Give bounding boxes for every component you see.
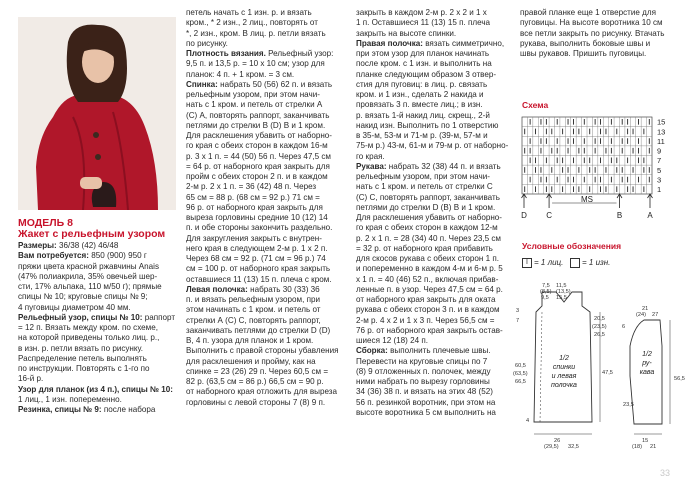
text-line: планок: 4 п. + 1 кром. = 3 см. <box>186 69 295 79</box>
model-photo <box>18 17 176 210</box>
text-line: 56 п. резинкой воротник, при этом на <box>356 397 496 407</box>
model-heading <box>18 218 165 240</box>
text-line <box>356 39 516 49</box>
scheme-row-label: 5 <box>657 165 662 175</box>
scheme-row-label: 3 <box>657 175 662 185</box>
sleeve-bottom-2: (18) <box>632 444 642 450</box>
text-line: п. и обе стороны закончить раздельно. <box>186 223 333 233</box>
scheme-arrow-label: A <box>647 211 653 220</box>
instructions-col-0 <box>18 241 176 415</box>
text-line: х 1 п. = 40 (46) 52 п., включая прибав- <box>356 274 499 284</box>
text-line: го края с обеих сторон в каждом 12-м <box>356 223 498 233</box>
sleeve-right-1: 56,5 <box>674 376 685 382</box>
text-line: правой планке еще 1 отверстие для <box>520 8 656 17</box>
back-right-3: 26,5 <box>594 332 605 338</box>
text-line <box>18 405 176 415</box>
text-line: 1 лиц., 1 изн. попеременно. <box>18 394 122 404</box>
sleeve-top-2: (24) <box>636 312 646 318</box>
text-line: после кром. с 1 изн. и выполнить на <box>356 59 492 69</box>
text-line: петель начать с 1 изн. р. и вязать <box>186 8 312 17</box>
back-left-2: (63,5) <box>513 371 528 377</box>
text-line-bold: Рукава: <box>356 161 387 171</box>
scheme-arrow-label: C <box>546 211 552 220</box>
text-line-rest: набрать 30 (33) 36 <box>247 284 320 294</box>
scheme-title: Схема <box>522 100 549 110</box>
text-line: при этом узор для планок начинать <box>356 49 490 58</box>
text-line: заканчивать петлями до стрелки D (D) <box>186 325 331 335</box>
text-line: рукава, выполнить боковые швы и <box>520 38 651 48</box>
text-line: от наборного края отложить для выреза <box>186 387 337 397</box>
text-line: ними набрать по вырезу горловины <box>356 377 490 386</box>
back-bottom-3: 32,5 <box>568 444 579 450</box>
text-line <box>18 313 176 323</box>
text-line: пройм с обеих сторон 2 п. и в каждом <box>186 172 328 181</box>
back-label-1: 1/2 <box>559 355 569 362</box>
text-line-rest: 36/38 (42) 46/48 <box>56 241 119 250</box>
legend-title: Условные обозначения <box>522 241 622 251</box>
text-line: петлями до стрелки D (В) В и 1 кром. <box>356 202 496 212</box>
text-line: го края с обеих сторон в каждом 16-м <box>186 141 328 151</box>
text-line: провязать 3 п. вместе лиц.; в изн. <box>356 100 483 110</box>
text-line <box>18 251 176 261</box>
text-line: 75-м р.) 43-м, 61-м и 79-м р. от наборно- <box>356 141 509 151</box>
knit-symbol: I <box>522 258 532 268</box>
text-line: в изн. р. петли вязать по рисунку. <box>18 343 144 353</box>
scheme-row-label: 13 <box>657 127 666 137</box>
text-line: 4 пуговицы диаметром 40 мм. <box>18 302 131 312</box>
text-line: 2-м р. 2 х 1 п. = 36 (42) 48 п. Через <box>186 182 317 192</box>
text-line-bold: Правая полочка: <box>356 38 423 48</box>
model-number: МОДЕЛЬ 8 <box>18 217 73 229</box>
text-line-bold: Вам потребуется: <box>18 251 89 261</box>
text-line: ленные п. в узор. Через 47,5 см = 64 р. <box>356 284 503 294</box>
sleeve-label-2: ру- <box>642 360 652 367</box>
text-line-bold: Левая полочка: <box>186 284 248 294</box>
text-line: (С) С, повторять раппорт, заканчивать <box>356 192 500 202</box>
text-line-bold: Рельефный узор, спицы № 10: <box>18 312 143 322</box>
text-line: 76 р. от наборного края закрыть остав- <box>356 325 503 335</box>
text-line: 1 п. Оставшиеся 11 (13) 15 п. плеча <box>356 18 491 28</box>
text-line-rest: Рельефный узор: <box>265 49 334 58</box>
text-line: 16-й р. <box>18 374 44 384</box>
text-line: выреза горловины средние 10 (12) 14 <box>186 213 328 222</box>
text-line: Для расклешения убавить от наборно- <box>356 213 502 222</box>
sleeve-bottom-1: 15 <box>642 438 649 444</box>
text-line: = 12 п. Вязать между кром. по схеме, <box>18 323 158 332</box>
text-line-rest: набрать 32 (38) 44 п. и вязать <box>386 161 501 171</box>
text-line-rest: вязать симметрично, <box>422 38 505 48</box>
text-line: оставшиеся 11 (13) 15 п. плеча с кром. <box>186 274 332 284</box>
text-line-rest: набрать 50 (56) 62 п. и вязать <box>217 79 333 89</box>
text-line: (С) А, повторять раппорт, заканчивать <box>186 110 330 120</box>
sleeve-label-1: 1/2 <box>642 351 652 358</box>
back-bottom-1: 26 <box>554 438 561 444</box>
text-line-bold: Спинка: <box>186 79 218 89</box>
text-line: для расклешения и пройму, как на <box>186 356 316 366</box>
back-left-1: 60,5 <box>515 363 526 369</box>
text-line: = 32 р. от наборного края прибавить <box>356 243 493 253</box>
back-top-dim-4: (13,5) <box>556 289 571 295</box>
text-line: р. 3 х 1 п. = 44 (50) 56 п. Через 47,5 см <box>186 151 331 161</box>
text-line: п. и вязать рельефным узором, при <box>186 295 321 304</box>
text-line-bold: Плотность вязания. <box>186 49 266 58</box>
scheme-row-label: 7 <box>657 156 662 166</box>
text-line: этом начинать с 1 кром. и петель от <box>186 305 321 315</box>
back-bottom-2: (29,5) <box>544 444 559 450</box>
knitting-scheme <box>520 115 690 230</box>
back-neck-1: 3 <box>516 308 520 314</box>
legend <box>522 258 610 268</box>
text-line: на которой приведены только лиц. р., <box>18 333 160 343</box>
text-line: по рисунку. <box>186 38 228 48</box>
text-line <box>356 162 516 172</box>
sleeve-bottom-3: 21 <box>650 444 657 450</box>
text-line: нать с 1 кром. и петель от стрелки А <box>186 100 323 110</box>
text-line: 96 р. от наборного края закрыть для <box>186 202 323 212</box>
text-line-rest: после набора <box>101 405 156 414</box>
text-line: петлями до стрелки В (D) В и 1 кром. <box>186 120 326 130</box>
back-label-4: полочка <box>551 382 577 389</box>
text-line: 9,5 п. и 13,5 р. = 10 х 10 см; узор для <box>186 59 325 69</box>
scheme-row-label: 9 <box>657 146 662 156</box>
back-left-3: 66,5 <box>515 379 526 385</box>
text-line <box>356 346 516 356</box>
back-neck-2: 7 <box>516 318 520 324</box>
text-line: 65 см = 88 р. (68 см = 92 р.) 71 см = <box>186 192 320 202</box>
text-line: Через 68 см = 92 р. (71 см = 96 р.) 74 <box>186 254 326 263</box>
sleeve-top-3: 27 <box>652 312 659 318</box>
text-line: рукава с обеих сторон 3 п. и в каждом <box>356 305 500 315</box>
text-line: по инструкции. Повторять с 1-го по <box>18 364 150 373</box>
sleeve-top-1: 21 <box>642 306 649 312</box>
text-line: него края в следующем 2-м р. 1 х 2 п. <box>186 243 328 253</box>
text-line: см = 100 р. от наборного края закрыть <box>186 264 331 274</box>
pattern-back <box>512 282 618 452</box>
text-line: го края. <box>356 151 385 161</box>
text-line: Выполнить с правой стороны убавления <box>186 346 339 356</box>
text-line: рельефным узором, при этом начи- <box>356 172 490 181</box>
text-line <box>186 80 346 90</box>
text-line: планке следующим образом 3 отвер- <box>356 69 497 79</box>
text-line-bold: Сборка: <box>356 346 388 356</box>
text-line-bold: Резинка, спицы № 9: <box>18 405 102 414</box>
back-label-3: и левая <box>551 373 577 380</box>
text-line: закрыть на высоте спинки. <box>356 28 457 38</box>
text-line: швы рукавов. Пришить пуговицы. <box>520 49 647 58</box>
text-line <box>186 285 346 295</box>
instructions-col-3 <box>520 8 690 59</box>
text-line: в 35-м, 53-м и 71-м р. (39-м, 57-м и <box>356 131 488 140</box>
text-line: (47% полиакрила, 35% овечьей шер- <box>18 271 158 281</box>
text-line: и попеременно в каждом 4-м и 6-м р. 5 <box>356 264 503 274</box>
text-line: рельефным узором, при этом начи- <box>186 90 320 99</box>
text-line: р. 2 х 1 п. = 28 (34) 40 п. Через 23,5 см <box>356 233 501 243</box>
back-right-2: (23,5) <box>592 324 607 330</box>
text-line: пряжи цвета красной ржавчины Anais <box>18 261 160 271</box>
text-line: все петли закрыть по рисунку. Втачать <box>520 28 665 38</box>
text-line: Для расклешения убавить от наборно- <box>186 131 332 140</box>
purl-symbol <box>570 258 580 268</box>
text-line: закрыть в каждом 2-м р. 2 х 2 и 1 х <box>356 8 487 17</box>
text-line: 34 (36) 38 п. и вязать на этих 48 (52) <box>356 387 493 397</box>
back-top-dim-6: 15,5 <box>556 295 567 301</box>
text-line-bold: Размеры: <box>18 241 57 250</box>
text-line: нать с 1 кром. и петель от стрелки С <box>356 182 493 192</box>
text-line: для скосов рукава с обеих сторон 1 п. <box>356 254 500 263</box>
back-right-1: 20,5 <box>594 316 605 322</box>
scheme-row-label: 15 <box>657 117 666 127</box>
scheme-arrow-label: D <box>521 211 527 220</box>
text-line: кром., * 2 изн., 2 лиц., повторять от <box>186 18 318 28</box>
text-line: 82 р. (63,5 см = 86 р.) 66,5 см = 90 р. <box>186 377 324 386</box>
back-top-dim-5: 9,5 <box>541 295 549 301</box>
back-top-dim-1: 7,5 <box>542 283 550 289</box>
page-number: 33 <box>660 468 671 478</box>
text-line: = 64 р. от наборного края закрыть для <box>186 161 330 171</box>
text-line: стрелки А (С) С, повторять раппорт, <box>186 315 321 325</box>
text-line: р. вязать 1-й накид лиц. скрещ., 2-й <box>356 110 490 120</box>
text-line: высоте воротника 5 см выполнить на <box>356 407 496 417</box>
text-line-rest: раппорт <box>142 312 176 322</box>
text-line-rest: выполнить плечевые швы. <box>387 346 491 356</box>
text-line-bold: Узор для планок (из 4 п.), спицы № 10: <box>18 384 173 394</box>
instructions-col-2 <box>356 8 516 418</box>
text-line: Перевести на круговые спицы по 7 <box>356 356 488 366</box>
text-line <box>18 241 176 251</box>
text-line: от наборного края закрыть для оката <box>356 295 496 304</box>
text-line <box>186 49 346 59</box>
text-line: накид изн. Выполнить по 1 отверстию <box>356 120 499 130</box>
scheme-arrow-label: B <box>616 211 623 220</box>
sleeve-label-3: кава <box>639 369 655 376</box>
text-line <box>18 385 176 395</box>
scheme-row-label: 11 <box>657 136 665 146</box>
legend-knit: = 1 лиц. <box>534 258 564 268</box>
sleeve-right-2: 23,5 <box>623 402 634 408</box>
back-side-dim: 4 <box>526 418 530 424</box>
text-line: шиеся 12 (18) 24 п. <box>356 336 428 345</box>
back-top-dim-2: 11,5 <box>556 283 567 289</box>
text-line: Для закругления закрыть с внутрен- <box>186 233 322 243</box>
text-line: *, 2 изн., кром. В лиц. р. петли вязать <box>186 28 326 38</box>
sleeve-top-left: 6 <box>622 324 626 330</box>
back-label-2: спинки <box>552 364 576 371</box>
text-line: горловины с левой стороны 7 (8) 9 п. <box>186 397 326 407</box>
instructions-col-1 <box>186 8 346 408</box>
text-line: 2-м р. 4 х 2 и 1 х 3 п. Через 56,5 см = <box>356 315 495 325</box>
scheme-arrow-label: MS <box>581 195 593 204</box>
legend-purl: = 1 изн. <box>582 258 611 268</box>
pattern-sleeve <box>620 306 696 452</box>
back-right-4: 47,5 <box>602 370 613 376</box>
back-top-dim-3: (8,5) <box>540 289 552 295</box>
text-line-rest: 850 (900) 950 г <box>88 251 147 261</box>
text-line: спицы № 10; круговые спицы № 9; <box>18 292 148 302</box>
text-line: В, 4 п. узора для планок и 1 кром. <box>186 336 314 345</box>
model-title: Жакет с рельефным узором <box>18 228 166 240</box>
text-line: сти, 17% альпака, 110 м/50 г); прямые <box>18 282 162 291</box>
text-line: (8) 9 отложенных п. полочек, между <box>356 366 491 376</box>
text-line: Распределение петель выполнять <box>18 353 147 363</box>
text-line: стия для пуговиц: в лиц. р. связать <box>356 79 488 89</box>
scheme-row-label: 1 <box>657 185 662 195</box>
text-line: кром. и 1 изн., сделать 2 накида и <box>356 90 484 99</box>
text-line: пуговицы. На высоте воротника 10 см <box>520 18 663 28</box>
text-line: спинке = 23 (26) 29 п. Через 60,5 см = <box>186 366 329 376</box>
